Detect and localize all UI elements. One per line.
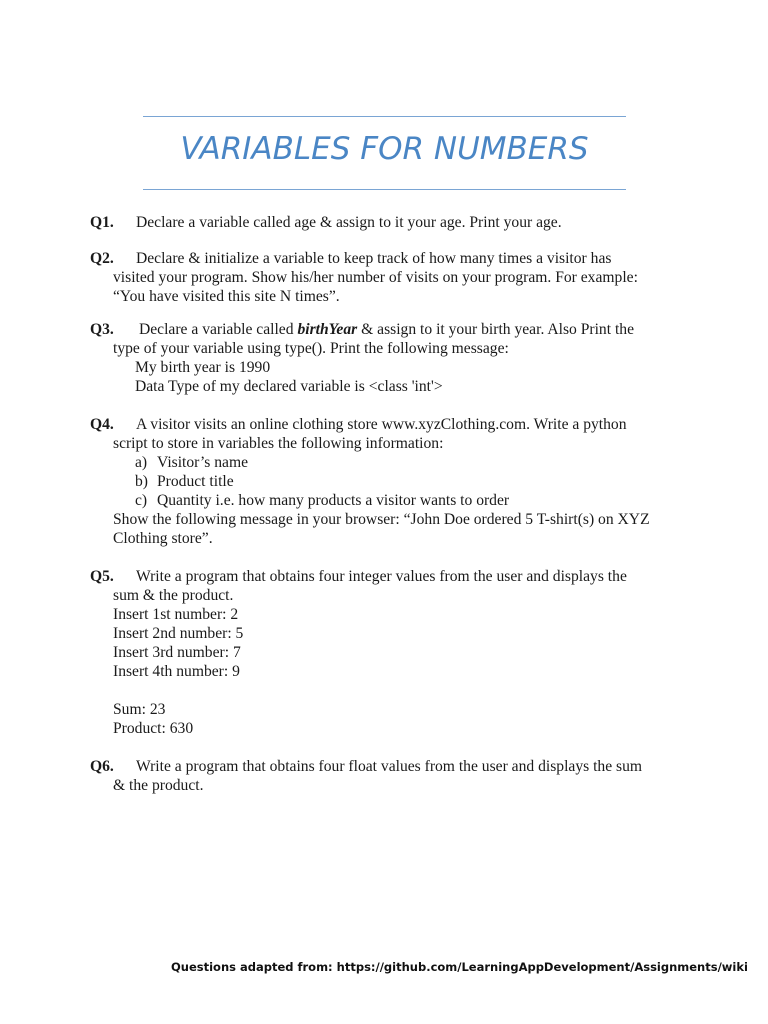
question-5-input-1: Insert 1st number: 2: [113, 606, 239, 623]
question-3-text-1-post: & assign to it your birth year. Also Print the: [357, 321, 635, 338]
question-6-number: Q6.: [90, 758, 114, 775]
question-1: [90, 213, 690, 232]
question-5-product: Product: 630: [113, 720, 194, 737]
question-3-output-2: Data Type of my declared variable is <class 'int'>: [135, 378, 443, 395]
question-5-input-4: Insert 4th number: 9: [113, 663, 240, 680]
source-attribution: Questions adapted from: https://github.com/LearningAppDevelopment/Assignments/wiki: [171, 960, 748, 974]
question-4: [90, 415, 690, 548]
question-6-line-1: [90, 757, 690, 776]
question-3-text-1-pre: Declare a variable called: [139, 321, 298, 338]
question-2-line-1: [90, 249, 690, 268]
question-3-text-2: type of your variable using type(). Print the following message:: [113, 340, 509, 357]
list-item-text: Visitor’s name: [157, 454, 249, 471]
question-5-input-2: Insert 2nd number: 5: [113, 625, 244, 642]
list-item-marker: b): [135, 473, 148, 490]
list-item-text: Quantity i.e. how many products a visitor wants to order: [157, 492, 510, 509]
spacer: [90, 681, 690, 700]
question-3: [90, 320, 690, 396]
question-2-text-3: “You have visited this site N times”.: [113, 288, 340, 305]
question-4-text-1: A visitor visits an online clothing store www.xyzClothing.com. Write a python: [136, 416, 627, 433]
question-4-line-1: [90, 415, 690, 434]
list-item: [90, 453, 690, 472]
question-3-number: Q3.: [90, 321, 114, 338]
title-top-rule: [143, 116, 626, 117]
question-5-line-1: [90, 567, 690, 586]
question-4-text-3: Show the following message in your browser: “John Doe ordered 5 T-shirt(s) on XYZ: [113, 511, 650, 528]
question-5: [90, 567, 690, 738]
question-3-line-1: [90, 320, 690, 339]
question-3-output-1: My birth year is 1990: [135, 359, 271, 376]
question-6: [90, 757, 690, 795]
question-5-number: Q5.: [90, 568, 114, 585]
list-item: [90, 491, 690, 510]
question-2: [90, 249, 690, 306]
question-5-input-3: Insert 3rd number: 7: [113, 644, 241, 661]
question-1-number: Q1.: [90, 214, 114, 231]
question-4-text-4: Clothing store”.: [113, 530, 213, 547]
question-2-number: Q2.: [90, 250, 114, 267]
question-5-sum: Sum: 23: [113, 701, 166, 718]
question-6-text-2: & the product.: [113, 777, 204, 794]
page-title: VARIABLES FOR NUMBERS: [180, 131, 589, 167]
question-3-variable-name: birthYear: [297, 321, 358, 338]
list-item-text: Product title: [157, 473, 234, 490]
question-1-line: [90, 213, 690, 232]
question-2-text-1: Declare & initialize a variable to keep track of how many times a visitor has: [136, 250, 612, 267]
title-bottom-rule: [143, 189, 626, 190]
question-4-text-2: script to store in variables the following information:: [113, 435, 444, 452]
list-item-marker: a): [135, 454, 148, 471]
list-item-marker: c): [135, 492, 148, 509]
question-6-text-1: Write a program that obtains four float values from the user and displays the sum: [136, 758, 643, 775]
list-item: [90, 472, 690, 491]
question-5-text-2: sum & the product.: [113, 587, 234, 604]
question-1-text: Declare a variable called age & assign to it your age. Print your age.: [136, 214, 562, 231]
question-4-number: Q4.: [90, 416, 114, 433]
question-5-text-1: Write a program that obtains four integer values from the user and displays the: [136, 568, 627, 585]
question-2-text-2: visited your program. Show his/her number of visits on your program. For example:: [113, 269, 638, 286]
